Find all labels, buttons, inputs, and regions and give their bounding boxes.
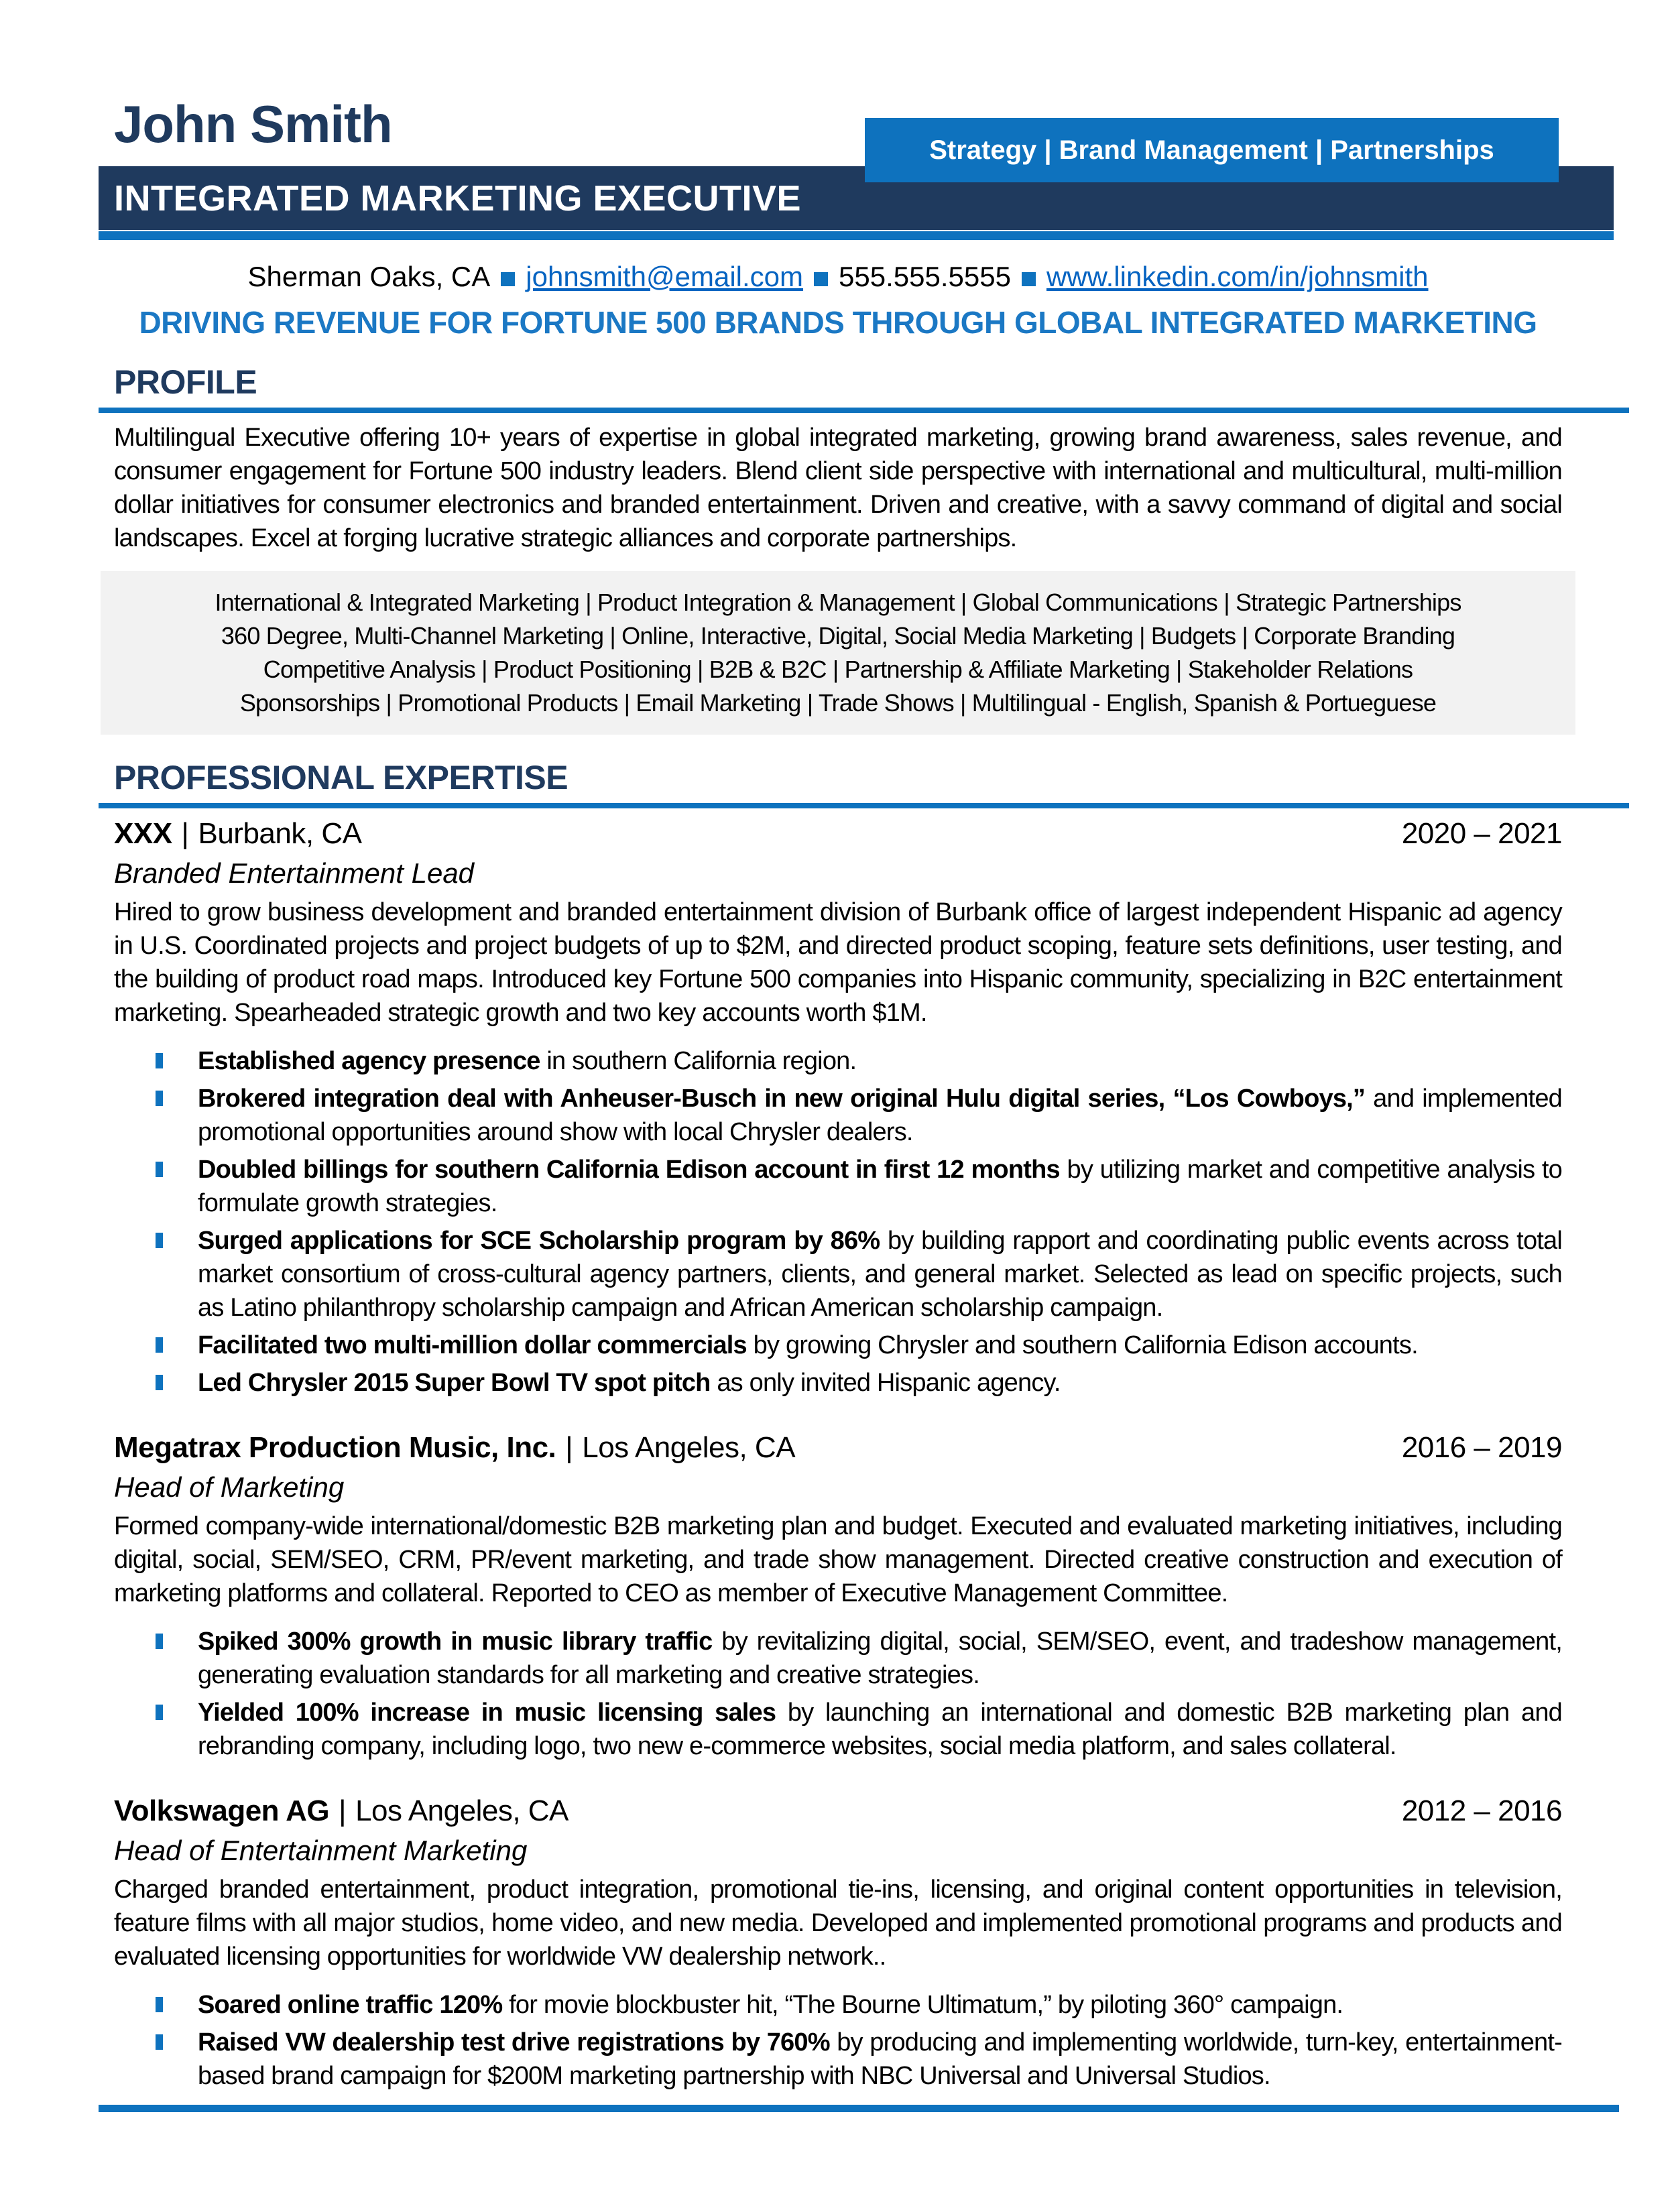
- bullet-rest-text: by growing Chrysler and southern California Edison accounts.: [746, 1331, 1418, 1359]
- bullet-rest-text: by revitalizing digital, social, SEM/SEO, event, and tradeshow management, generating evaluation standards for all marketing and creative strategies.: [198, 1627, 1562, 1689]
- keywords-line: Competitive Analysis | Product Positioning | B2B & B2C | Partnership & Affiliate Marketing | Stakeholder Relations: [263, 656, 1413, 683]
- bullet-square-icon: [156, 1705, 163, 1720]
- bullet-item: [114, 1329, 1562, 1362]
- profile-summary: Multilingual Executive offering 10+ years of expertise in global integrated marketing, growing brand awareness, sales revenue, and consumer engagement for Fortune 500 industry leaders. Blend client side perspective with international and multicultural, multi-million dollar initiatives for consumer electronics and branded entertainment. Driven and creative, with a savvy command of digital and social landscapes. Excel at forging lucrative strategic alliances and corporate partnerships.: [114, 424, 1562, 552]
- title-banner-text: INTEGRATED MARKETING EXECUTIVE: [114, 178, 802, 219]
- keywords-line: International & Integrated Marketing | Product Integration & Management | Global Communications | Strategic Partnerships: [215, 589, 1461, 616]
- person-name: John Smith: [114, 95, 392, 153]
- job-title: Branded Entertainment Lead: [114, 857, 475, 889]
- job-summary: Hired to grow business development and branded entertainment division of Burbank office of largest independent Hispanic ad agency in U.S. Coordinated projects and project budgets of up to $2M, and directed product scoping, feature sets definitions, user testing, and the building of product road maps. Introduced key Fortune 500 companies into Hispanic community, specializing in B2C entertainment marketing. Spearheaded strategic growth and two key accounts worth $1M.: [114, 898, 1562, 1027]
- bullet-square-icon: [156, 1053, 163, 1068]
- contact-phone: 555.555.5555: [839, 261, 1011, 292]
- bullet-bold-text: Surged applications for SCE Scholarship program by 86%: [198, 1227, 880, 1255]
- job-block: [114, 816, 1562, 1400]
- bullet-square-icon: [156, 1997, 163, 2012]
- bullet-item: [114, 1625, 1562, 1692]
- job-summary: Charged branded entertainment, product integration, promotional tie-ins, licensing, and original content opportunities in television, feature films with all major studios, home video, and new media. Developed and implemented promotional programs and products and evaluated licensing opportunities for worldwide VW dealership network..: [114, 1876, 1562, 1971]
- bullet-text: [198, 1224, 1562, 1325]
- separator-square-icon: [1022, 272, 1036, 286]
- bullet-item: [114, 1082, 1562, 1149]
- bullet-rest-text: by building rapport and coordinating public events across total market consortium of cross-cultural agency partners, clients, and general market. Selected as lead on specific projects, such as Latino philanthropy scholarship campaign and African American scholarship campaign.: [198, 1227, 1563, 1322]
- bullet-list: [114, 1625, 1562, 1763]
- job-company-location: [114, 816, 361, 851]
- job-header: [114, 1794, 1562, 1829]
- bullet-item: [114, 1366, 1562, 1400]
- bullet-bold-text: Facilitated two multi-million dollar commercials: [198, 1331, 747, 1359]
- bullet-text: [198, 1625, 1562, 1692]
- separator-square-icon: [501, 272, 515, 286]
- bullet-text: [198, 2026, 1562, 2093]
- bullet-text: [198, 1153, 1562, 1220]
- job-company-location: [114, 1794, 568, 1829]
- pipe-separator: |: [339, 1794, 347, 1827]
- bullet-text: [198, 1366, 1562, 1400]
- job-dates: 2016 – 2019: [1401, 1431, 1562, 1464]
- bullet-item: [114, 1224, 1562, 1325]
- bullet-square-icon: [156, 1634, 163, 1649]
- footer-accent-bar: [99, 2105, 1619, 2112]
- keywords-line: Sponsorships | Promotional Products | Email Marketing | Trade Shows | Multilingual - English, Spanish & Portueguese: [239, 689, 1437, 717]
- linkedin-link[interactable]: www.linkedin.com/in/johnsmith: [1046, 261, 1429, 292]
- job-company: Volkswagen AG: [114, 1794, 330, 1827]
- contact-line: [114, 260, 1562, 294]
- keywords-line: 360 Degree, Multi-Channel Marketing | Online, Interactive, Digital, Social Media Marketing | Budgets | Corporate Branding: [221, 622, 1455, 650]
- pipe-separator: |: [181, 817, 189, 850]
- bullet-item: [114, 1696, 1562, 1763]
- bullet-item: [114, 1044, 1562, 1078]
- keywords-box: [101, 571, 1575, 735]
- bullet-bold-text: Soared online traffic 120%: [198, 1991, 503, 2019]
- bullet-rest-text: as only invited Hispanic agency.: [710, 1369, 1061, 1397]
- bullet-bold-text: Raised VW dealership test drive registrations by 760%: [198, 2028, 830, 2056]
- bullet-rest-text: by producing and implementing worldwide, turn-key, entertainment-based brand campaign for $200M marketing partnership with NBC Universal and Universal Studios.: [198, 2028, 1562, 2090]
- pipe-separator: |: [565, 1431, 573, 1464]
- job-dates: 2020 – 2021: [1401, 817, 1562, 850]
- job-company-location: [114, 1430, 795, 1465]
- email-link[interactable]: johnsmith@email.com: [526, 261, 804, 292]
- job-block: [114, 1430, 1562, 1763]
- job-dates: 2012 – 2016: [1401, 1794, 1562, 1827]
- bullet-text: [198, 1044, 1562, 1078]
- bullet-square-icon: [156, 2034, 163, 2050]
- section-rule: [99, 803, 1629, 808]
- section-heading-expertise: PROFESSIONAL EXPERTISE: [114, 759, 568, 796]
- job-title: Head of Marketing: [114, 1471, 345, 1503]
- contact-location: Sherman Oaks, CA: [247, 261, 491, 292]
- bullet-list: [114, 1044, 1562, 1400]
- bullet-bold-text: Yielded 100% increase in music licensing sales: [198, 1699, 776, 1727]
- bullet-item: [114, 2026, 1562, 2093]
- section-rule: [99, 408, 1629, 413]
- bullet-bold-text: Spiked 300% growth in music library traffic: [198, 1627, 713, 1656]
- bullet-text: [198, 1696, 1562, 1763]
- bullet-rest-text: and implemented promotional opportunities around show with local Chrysler dealers.: [198, 1085, 1562, 1146]
- job-header: [114, 816, 1562, 851]
- bullet-rest-text: in southern California region.: [540, 1047, 857, 1075]
- job-summary: Formed company-wide international/domestic B2B marketing plan and budget. Executed and evaluated marketing initiatives, including digital, social, SEM/SEO, CRM, PR/event marketing, and trade show management. Directed creative construction and execution of marketing platforms and collateral. Reported to CEO as member of Executive Management Committee.: [114, 1512, 1562, 1607]
- bullet-rest-text: by launching an international and domestic B2B marketing plan and rebranding company, including logo, two new e-commerce websites, social media platform, and sales collateral.: [198, 1699, 1562, 1760]
- section-heading-profile: PROFILE: [114, 363, 257, 401]
- tagline-box: [865, 118, 1559, 182]
- bullet-bold-text: Brokered integration deal with Anheuser-Busch in new original Hulu digital series, “Los Cowboys,”: [198, 1085, 1366, 1113]
- job-title: Head of Entertainment Marketing: [114, 1835, 528, 1866]
- bullet-square-icon: [156, 1162, 163, 1177]
- bullet-text: [198, 1988, 1562, 2022]
- bullet-square-icon: [156, 1375, 163, 1390]
- bullet-bold-text: Led Chrysler 2015 Super Bowl TV spot pitch: [198, 1369, 711, 1397]
- bullet-square-icon: [156, 1091, 163, 1106]
- bullet-item: [114, 1153, 1562, 1220]
- bullet-bold-text: Established agency presence: [198, 1047, 540, 1075]
- bullet-item: [114, 1988, 1562, 2022]
- bullet-text: [198, 1329, 1562, 1362]
- branding-headline: DRIVING REVENUE FOR FORTUNE 500 BRANDS THROUGH GLOBAL INTEGRATED MARKETING: [139, 305, 1537, 340]
- bullet-rest-text: for movie blockbuster hit, “The Bourne Ultimatum,” by piloting 360° campaign.: [502, 1991, 1343, 2019]
- separator-square-icon: [814, 272, 828, 286]
- bullet-rest-text: by utilizing market and competitive analysis to formulate growth strategies.: [198, 1156, 1562, 1217]
- bullet-bold-text: Doubled billings for southern California Edison account in first 12 months: [198, 1156, 1060, 1184]
- job-company: XXX: [114, 817, 172, 850]
- main-content: [114, 260, 1562, 2097]
- bullet-text: [198, 1082, 1562, 1149]
- job-location: Burbank, CA: [198, 817, 362, 850]
- job-location: Los Angeles, CA: [582, 1431, 796, 1464]
- job-header: [114, 1430, 1562, 1465]
- job-company: Megatrax Production Music, Inc.: [114, 1431, 556, 1464]
- bullet-square-icon: [156, 1337, 163, 1353]
- tagline-text: Strategy | Brand Management | Partnerships: [929, 135, 1494, 165]
- job-location: Los Angeles, CA: [355, 1794, 568, 1827]
- bullet-square-icon: [156, 1233, 163, 1248]
- bullet-list: [114, 1988, 1562, 2093]
- job-block: [114, 1794, 1562, 2093]
- header-accent-strip: [99, 231, 1614, 240]
